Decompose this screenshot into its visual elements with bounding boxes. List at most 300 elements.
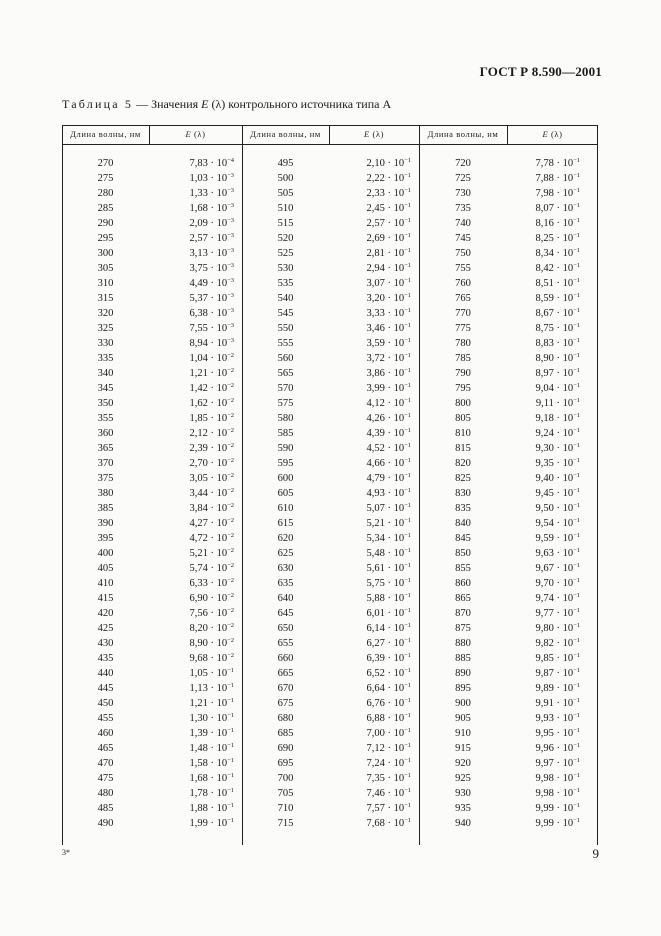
times-ten-symbol: · 10 <box>207 773 228 784</box>
wavelength-cell: 470 <box>97 758 114 769</box>
irradiance-exponent: −2 <box>227 457 234 464</box>
irradiance-mantissa: 1,04 <box>189 353 208 364</box>
irradiance-exponent: −3 <box>227 277 234 284</box>
irradiance-exponent: −1 <box>573 157 580 164</box>
irradiance-exponent: −2 <box>227 397 234 404</box>
wavelength-cell: 395 <box>97 533 114 544</box>
times-ten-symbol: · 10 <box>207 203 228 214</box>
wavelength-cell: 475 <box>97 773 114 784</box>
times-ten-symbol: · 10 <box>553 413 574 424</box>
wavelength-cell: 585 <box>277 428 294 439</box>
irradiance-exponent: −1 <box>227 727 234 734</box>
irradiance-exponent: −2 <box>227 517 234 524</box>
times-ten-symbol: · 10 <box>553 203 574 214</box>
irradiance-cell <box>329 546 411 561</box>
irradiance-cell <box>507 261 580 276</box>
irradiance-mantissa: 7,98 <box>535 188 554 199</box>
times-ten-symbol: · 10 <box>384 668 405 679</box>
irradiance-mantissa: 1,99 <box>189 818 208 829</box>
wavelength-cell: 430 <box>97 638 114 649</box>
irradiance-cell <box>329 171 411 186</box>
irradiance-exponent: −1 <box>573 742 580 749</box>
times-ten-symbol: · 10 <box>553 248 574 259</box>
page-number: 9 <box>592 846 599 861</box>
irradiance-cell <box>329 216 411 231</box>
irradiance-mantissa: 6,33 <box>189 578 208 589</box>
irradiance-mantissa: 6,39 <box>366 653 385 664</box>
irradiance-mantissa: 9,93 <box>535 713 554 724</box>
irradiance-cell <box>507 771 580 786</box>
irradiance-exponent: −3 <box>227 337 234 344</box>
irradiance-exponent: −1 <box>573 382 580 389</box>
times-ten-symbol: · 10 <box>553 593 574 604</box>
irradiance-exponent: −1 <box>404 817 411 824</box>
irradiance-mantissa: 8,90 <box>189 638 208 649</box>
wavelength-cell: 290 <box>97 218 114 229</box>
wavelength-cell: 515 <box>277 218 294 229</box>
irradiance-mantissa: 2,57 <box>189 233 208 244</box>
wavelength-cell: 305 <box>97 263 114 274</box>
irradiance-exponent: −3 <box>227 307 234 314</box>
irradiance-mantissa: 7,46 <box>366 788 385 799</box>
irradiance-cell <box>507 606 580 621</box>
irradiance-cell <box>149 411 234 426</box>
irradiance-mantissa: 9,82 <box>535 638 554 649</box>
times-ten-symbol: · 10 <box>553 638 574 649</box>
irradiance-cell <box>149 771 234 786</box>
irradiance-exponent: −1 <box>573 577 580 584</box>
irradiance-mantissa: 9,95 <box>535 728 554 739</box>
irradiance-mantissa: 2,70 <box>189 458 208 469</box>
wavelength-cell: 850 <box>455 548 471 559</box>
times-ten-symbol: · 10 <box>384 428 405 439</box>
irradiance-cell <box>329 411 411 426</box>
wavelength-cell: 805 <box>455 413 471 424</box>
times-ten-symbol: · 10 <box>384 323 405 334</box>
times-ten-symbol: · 10 <box>384 653 405 664</box>
irradiance-cell <box>329 801 411 816</box>
times-ten-symbol: · 10 <box>207 743 228 754</box>
irradiance-cell <box>329 366 411 381</box>
table-caption-lead: Таблица 5 <box>62 97 134 111</box>
irradiance-column <box>149 156 234 831</box>
wavelength-column <box>62 156 149 831</box>
irradiance-exponent: −1 <box>573 352 580 359</box>
wavelength-cell: 570 <box>277 383 294 394</box>
wavelength-cell: 550 <box>277 323 294 334</box>
wavelength-cell: 750 <box>455 248 471 259</box>
irradiance-exponent: −1 <box>573 817 580 824</box>
irradiance-exponent: −2 <box>227 487 234 494</box>
wavelength-cell: 295 <box>97 233 114 244</box>
irradiance-exponent: −1 <box>573 307 580 314</box>
irradiance-mantissa: 5,34 <box>366 533 385 544</box>
irradiance-mantissa: 3,13 <box>189 248 208 259</box>
times-ten-symbol: · 10 <box>553 488 574 499</box>
wavelength-cell: 800 <box>455 398 471 409</box>
times-ten-symbol: · 10 <box>553 293 574 304</box>
irradiance-cell <box>507 291 580 306</box>
irradiance-mantissa: 9,91 <box>535 698 554 709</box>
irradiance-cell <box>329 606 411 621</box>
wavelength-cell: 870 <box>455 608 471 619</box>
header-irradiance-lambda: (λ) <box>548 129 563 139</box>
irradiance-exponent: −2 <box>227 412 234 419</box>
irradiance-cell <box>329 426 411 441</box>
irradiance-exponent: −1 <box>404 682 411 689</box>
irradiance-cell <box>329 591 411 606</box>
irradiance-mantissa: 7,35 <box>366 773 385 784</box>
irradiance-mantissa: 4,79 <box>366 473 385 484</box>
irradiance-cell <box>507 816 580 831</box>
wavelength-cell: 620 <box>277 533 294 544</box>
irradiance-exponent: −2 <box>227 442 234 449</box>
irradiance-cell <box>329 321 411 336</box>
irradiance-mantissa: 5,07 <box>366 503 385 514</box>
irradiance-mantissa: 6,27 <box>366 638 385 649</box>
times-ten-symbol: · 10 <box>384 773 405 784</box>
times-ten-symbol: · 10 <box>207 323 228 334</box>
wavelength-cell: 910 <box>455 728 471 739</box>
irradiance-cell <box>149 216 234 231</box>
times-ten-symbol: · 10 <box>553 818 574 829</box>
wavelength-cell: 510 <box>277 203 294 214</box>
irradiance-exponent: −2 <box>227 577 234 584</box>
wavelength-cell: 400 <box>97 548 114 559</box>
irradiance-cell <box>149 756 234 771</box>
times-ten-symbol: · 10 <box>553 518 574 529</box>
irradiance-cell <box>329 231 411 246</box>
times-ten-symbol: · 10 <box>207 248 228 259</box>
wavelength-cell: 840 <box>455 518 471 529</box>
irradiance-exponent: −1 <box>573 427 580 434</box>
irradiance-cell <box>329 201 411 216</box>
times-ten-symbol: · 10 <box>384 413 405 424</box>
times-ten-symbol: · 10 <box>207 458 228 469</box>
wavelength-cell: 555 <box>277 338 294 349</box>
times-ten-symbol: · 10 <box>553 233 574 244</box>
irradiance-cell <box>507 501 580 516</box>
times-ten-symbol: · 10 <box>207 593 228 604</box>
irradiance-mantissa: 6,52 <box>366 668 385 679</box>
irradiance-exponent: −1 <box>573 637 580 644</box>
times-ten-symbol: · 10 <box>207 623 228 634</box>
wavelength-cell: 465 <box>97 743 114 754</box>
wavelength-cell: 865 <box>455 593 471 604</box>
irradiance-exponent: −2 <box>227 532 234 539</box>
times-ten-symbol: · 10 <box>207 803 228 814</box>
times-ten-symbol: · 10 <box>207 728 228 739</box>
irradiance-cell <box>329 531 411 546</box>
wavelength-cell: 560 <box>277 353 294 364</box>
irradiance-cell <box>149 576 234 591</box>
irradiance-mantissa: 9,77 <box>535 608 554 619</box>
wavelength-cell: 310 <box>97 278 114 289</box>
irradiance-mantissa: 5,21 <box>189 548 208 559</box>
irradiance-cell <box>507 546 580 561</box>
irradiance-cell <box>507 786 580 801</box>
times-ten-symbol: · 10 <box>207 188 228 199</box>
irradiance-mantissa: 8,67 <box>535 308 554 319</box>
irradiance-exponent: −2 <box>227 622 234 629</box>
wavelength-cell: 940 <box>455 818 471 829</box>
irradiance-exponent: −4 <box>227 157 234 164</box>
irradiance-cell <box>507 651 580 666</box>
wavelength-cell: 275 <box>97 173 114 184</box>
wavelength-cell: 380 <box>97 488 114 499</box>
wavelength-cell: 690 <box>277 743 294 754</box>
wavelength-cell: 790 <box>455 368 471 379</box>
irradiance-exponent: −1 <box>404 472 411 479</box>
wavelength-cell: 685 <box>277 728 294 739</box>
irradiance-exponent: −1 <box>404 157 411 164</box>
irradiance-exponent: −2 <box>227 367 234 374</box>
times-ten-symbol: · 10 <box>553 578 574 589</box>
wavelength-cell: 330 <box>97 338 114 349</box>
irradiance-mantissa: 3,44 <box>189 488 208 499</box>
irradiance-mantissa: 7,57 <box>366 803 385 814</box>
irradiance-cell <box>329 561 411 576</box>
irradiance-cell <box>507 201 580 216</box>
irradiance-exponent: −1 <box>573 502 580 509</box>
irradiance-cell <box>149 501 234 516</box>
irradiance-mantissa: 3,59 <box>366 338 385 349</box>
irradiance-mantissa: 9,99 <box>535 803 554 814</box>
irradiance-mantissa: 3,72 <box>366 353 385 364</box>
irradiance-exponent: −1 <box>404 217 411 224</box>
times-ten-symbol: · 10 <box>553 743 574 754</box>
irradiance-cell <box>149 396 234 411</box>
wavelength-cell: 740 <box>455 218 471 229</box>
table-caption <box>62 97 391 112</box>
irradiance-exponent: −1 <box>404 502 411 509</box>
times-ten-symbol: · 10 <box>553 533 574 544</box>
times-ten-symbol: · 10 <box>207 563 228 574</box>
irradiance-exponent: −1 <box>573 802 580 809</box>
irradiance-mantissa: 8,20 <box>189 623 208 634</box>
times-ten-symbol: · 10 <box>384 263 405 274</box>
irradiance-mantissa: 8,07 <box>535 203 554 214</box>
wavelength-cell: 730 <box>455 188 471 199</box>
irradiance-mantissa: 6,14 <box>366 623 385 634</box>
irradiance-mantissa: 6,01 <box>366 608 385 619</box>
irradiance-column <box>329 156 411 831</box>
irradiance-mantissa: 9,35 <box>535 458 554 469</box>
irradiance-mantissa: 5,61 <box>366 563 385 574</box>
irradiance-cell <box>329 771 411 786</box>
irradiance-mantissa: 9,04 <box>535 383 554 394</box>
irradiance-mantissa: 8,25 <box>535 233 554 244</box>
times-ten-symbol: · 10 <box>207 473 228 484</box>
irradiance-mantissa: 7,78 <box>535 158 554 169</box>
irradiance-mantissa: 8,16 <box>535 218 554 229</box>
irradiance-exponent: −1 <box>573 547 580 554</box>
wavelength-cell: 285 <box>97 203 114 214</box>
irradiance-mantissa: 9,70 <box>535 578 554 589</box>
times-ten-symbol: · 10 <box>553 218 574 229</box>
times-ten-symbol: · 10 <box>384 818 405 829</box>
irradiance-cell <box>149 156 234 171</box>
header-irradiance-symbol: E <box>363 129 370 139</box>
wavelength-cell: 365 <box>97 443 114 454</box>
irradiance-exponent: −1 <box>573 187 580 194</box>
times-ten-symbol: · 10 <box>207 758 228 769</box>
irradiance-exponent: −1 <box>404 487 411 494</box>
wavelength-cell: 905 <box>455 713 471 724</box>
times-ten-symbol: · 10 <box>553 323 574 334</box>
irradiance-cell <box>507 381 580 396</box>
document-header-title: ГОСТ Р 8.590—2001 <box>479 64 602 79</box>
irradiance-exponent: −1 <box>404 352 411 359</box>
irradiance-exponent: −1 <box>573 787 580 794</box>
irradiance-exponent: −1 <box>404 397 411 404</box>
irradiance-mantissa: 2,12 <box>189 428 208 439</box>
irradiance-exponent: −3 <box>227 172 234 179</box>
times-ten-symbol: · 10 <box>553 353 574 364</box>
times-ten-symbol: · 10 <box>207 683 228 694</box>
times-ten-symbol: · 10 <box>553 758 574 769</box>
irradiance-cell <box>329 261 411 276</box>
irradiance-exponent: −1 <box>404 262 411 269</box>
irradiance-exponent: −1 <box>404 562 411 569</box>
irradiance-exponent: −1 <box>404 577 411 584</box>
irradiance-exponent: −1 <box>404 247 411 254</box>
times-ten-symbol: · 10 <box>207 713 228 724</box>
wavelength-cell: 780 <box>455 338 471 349</box>
irradiance-cell <box>329 246 411 261</box>
wavelength-cell: 755 <box>455 263 471 274</box>
header-wavelength: Длина волны, нм <box>427 129 499 139</box>
table-caption-rest: контрольного источника типа А <box>225 97 392 111</box>
irradiance-cell <box>149 426 234 441</box>
times-ten-symbol: · 10 <box>207 578 228 589</box>
irradiance-mantissa: 3,07 <box>366 278 385 289</box>
times-ten-symbol: · 10 <box>384 233 405 244</box>
times-ten-symbol: · 10 <box>384 563 405 574</box>
irradiance-mantissa: 7,88 <box>535 173 554 184</box>
irradiance-mantissa: 5,21 <box>366 518 385 529</box>
irradiance-exponent: −3 <box>227 322 234 329</box>
irradiance-mantissa: 9,30 <box>535 443 554 454</box>
irradiance-cell <box>329 756 411 771</box>
times-ten-symbol: · 10 <box>207 263 228 274</box>
wavelength-cell: 720 <box>455 158 471 169</box>
times-ten-symbol: · 10 <box>553 788 574 799</box>
irradiance-cell <box>329 741 411 756</box>
irradiance-mantissa: 9,11 <box>535 398 554 409</box>
times-ten-symbol: · 10 <box>384 728 405 739</box>
times-ten-symbol: · 10 <box>384 713 405 724</box>
times-ten-symbol: · 10 <box>553 443 574 454</box>
irradiance-exponent: −1 <box>573 232 580 239</box>
irradiance-column <box>507 156 580 831</box>
irradiance-mantissa: 6,64 <box>366 683 385 694</box>
irradiance-exponent: −1 <box>573 442 580 449</box>
times-ten-symbol: · 10 <box>207 398 228 409</box>
wavelength-cell: 360 <box>97 428 114 439</box>
irradiance-exponent: −2 <box>227 562 234 569</box>
wavelength-cell: 270 <box>97 158 114 169</box>
wavelength-cell: 350 <box>97 398 114 409</box>
irradiance-exponent: −1 <box>573 607 580 614</box>
irradiance-mantissa: 9,24 <box>535 428 554 439</box>
irradiance-mantissa: 1,21 <box>189 698 208 709</box>
irradiance-cell <box>149 546 234 561</box>
header-irradiance <box>149 125 242 144</box>
times-ten-symbol: · 10 <box>553 803 574 814</box>
irradiance-cell <box>149 171 234 186</box>
irradiance-cell <box>149 261 234 276</box>
times-ten-symbol: · 10 <box>384 608 405 619</box>
wavelength-cell: 680 <box>277 713 294 724</box>
irradiance-exponent: −1 <box>573 727 580 734</box>
irradiance-mantissa: 6,90 <box>189 593 208 604</box>
times-ten-symbol: · 10 <box>553 698 574 709</box>
irradiance-exponent: −1 <box>404 697 411 704</box>
times-ten-symbol: · 10 <box>553 668 574 679</box>
irradiance-mantissa: 1,30 <box>189 713 208 724</box>
wavelength-cell: 760 <box>455 278 471 289</box>
wavelength-cell: 695 <box>277 758 294 769</box>
times-ten-symbol: · 10 <box>553 473 574 484</box>
irradiance-cell <box>149 606 234 621</box>
irradiance-cell <box>329 186 411 201</box>
wavelength-cell: 845 <box>455 533 471 544</box>
wavelength-cell: 700 <box>277 773 294 784</box>
irradiance-exponent: −1 <box>404 172 411 179</box>
times-ten-symbol: · 10 <box>553 773 574 784</box>
irradiance-mantissa: 8,42 <box>535 263 554 274</box>
irradiance-exponent: −1 <box>573 322 580 329</box>
times-ten-symbol: · 10 <box>207 413 228 424</box>
irradiance-cell <box>507 231 580 246</box>
irradiance-exponent: −1 <box>573 622 580 629</box>
irradiance-cell <box>329 291 411 306</box>
irradiance-mantissa: 3,75 <box>189 263 208 274</box>
irradiance-exponent: −1 <box>404 712 411 719</box>
wavelength-cell: 775 <box>455 323 471 334</box>
times-ten-symbol: · 10 <box>384 173 405 184</box>
irradiance-exponent: −3 <box>227 292 234 299</box>
wavelength-cell: 315 <box>97 293 114 304</box>
times-ten-symbol: · 10 <box>384 353 405 364</box>
times-ten-symbol: · 10 <box>207 503 228 514</box>
irradiance-mantissa: 2,69 <box>366 233 385 244</box>
times-ten-symbol: · 10 <box>207 668 228 679</box>
irradiance-exponent: −1 <box>573 487 580 494</box>
table-caption-symbol: E <box>201 97 209 111</box>
times-ten-symbol: · 10 <box>207 488 228 499</box>
irradiance-exponent: −1 <box>573 457 580 464</box>
irradiance-cell <box>507 366 580 381</box>
wavelength-cell: 930 <box>455 788 471 799</box>
times-ten-symbol: · 10 <box>384 278 405 289</box>
irradiance-cell <box>329 696 411 711</box>
times-ten-symbol: · 10 <box>553 263 574 274</box>
irradiance-mantissa: 1,62 <box>189 398 208 409</box>
irradiance-exponent: −2 <box>227 502 234 509</box>
times-ten-symbol: · 10 <box>384 218 405 229</box>
irradiance-exponent: −1 <box>227 742 234 749</box>
irradiance-mantissa: 9,59 <box>535 533 554 544</box>
times-ten-symbol: · 10 <box>553 503 574 514</box>
wavelength-cell: 765 <box>455 293 471 304</box>
irradiance-mantissa: 1,48 <box>189 743 208 754</box>
irradiance-cell <box>149 471 234 486</box>
times-ten-symbol: · 10 <box>384 578 405 589</box>
irradiance-exponent: −2 <box>227 352 234 359</box>
irradiance-exponent: −1 <box>573 172 580 179</box>
